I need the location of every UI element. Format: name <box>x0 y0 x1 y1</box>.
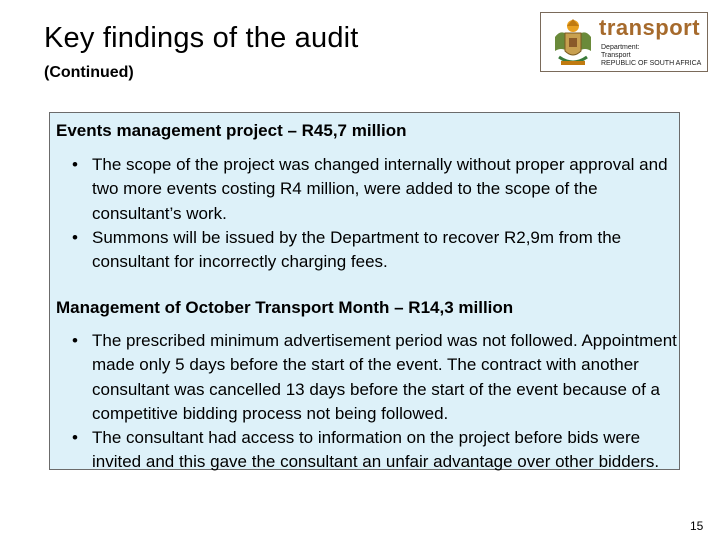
bullet-list <box>72 153 682 274</box>
list-item <box>72 426 682 475</box>
logo-department-text <box>601 44 701 68</box>
slide-title: Key findings of the audit <box>44 22 359 54</box>
section-heading: Management of October Transport Month – R14,3 million <box>56 298 514 317</box>
bullet-icon: • <box>72 227 78 247</box>
bullet-list <box>72 329 682 475</box>
bullet-icon: • <box>72 155 78 174</box>
bullet-text: The prescribed minimum advertisement period was not followed. Appointment made only 5 days before the start of the event. The contract with another consultant was cancelled 13 days before the start of the event because of a competitive bidding process not being followed. <box>92 331 677 423</box>
slide-subtitle: (Continued) <box>44 64 134 81</box>
bullet-text: The scope of the project was changed internally without proper approval and two more events costing R4 million, were added to the scope of the consultant’s work. <box>92 155 668 223</box>
logo-dept-line: Transport <box>601 52 631 59</box>
logo-dept-line: Department: <box>601 44 640 51</box>
department-logo <box>540 12 708 72</box>
bullet-icon: • <box>72 331 78 350</box>
bullet-text: Summons will be issued by the Department to recover R2,9m from the consultant for incorrectly charging fees. <box>92 227 622 272</box>
bullet-text: The consultant had access to information on the project before bids were invited and this gave the consultant an unfair advantage over other bidders. <box>92 428 660 472</box>
logo-wordmark: transport <box>599 15 701 40</box>
list-item <box>72 329 682 426</box>
section-heading: Events management project – R45,7 million <box>56 121 407 140</box>
list-item <box>72 153 682 226</box>
bullet-icon: • <box>72 428 78 448</box>
page-number: 15 <box>690 519 704 533</box>
logo-dept-line: REPUBLIC OF SOUTH AFRICA <box>601 60 702 67</box>
coat-of-arms-icon <box>547 17 599 69</box>
list-item <box>72 226 682 275</box>
